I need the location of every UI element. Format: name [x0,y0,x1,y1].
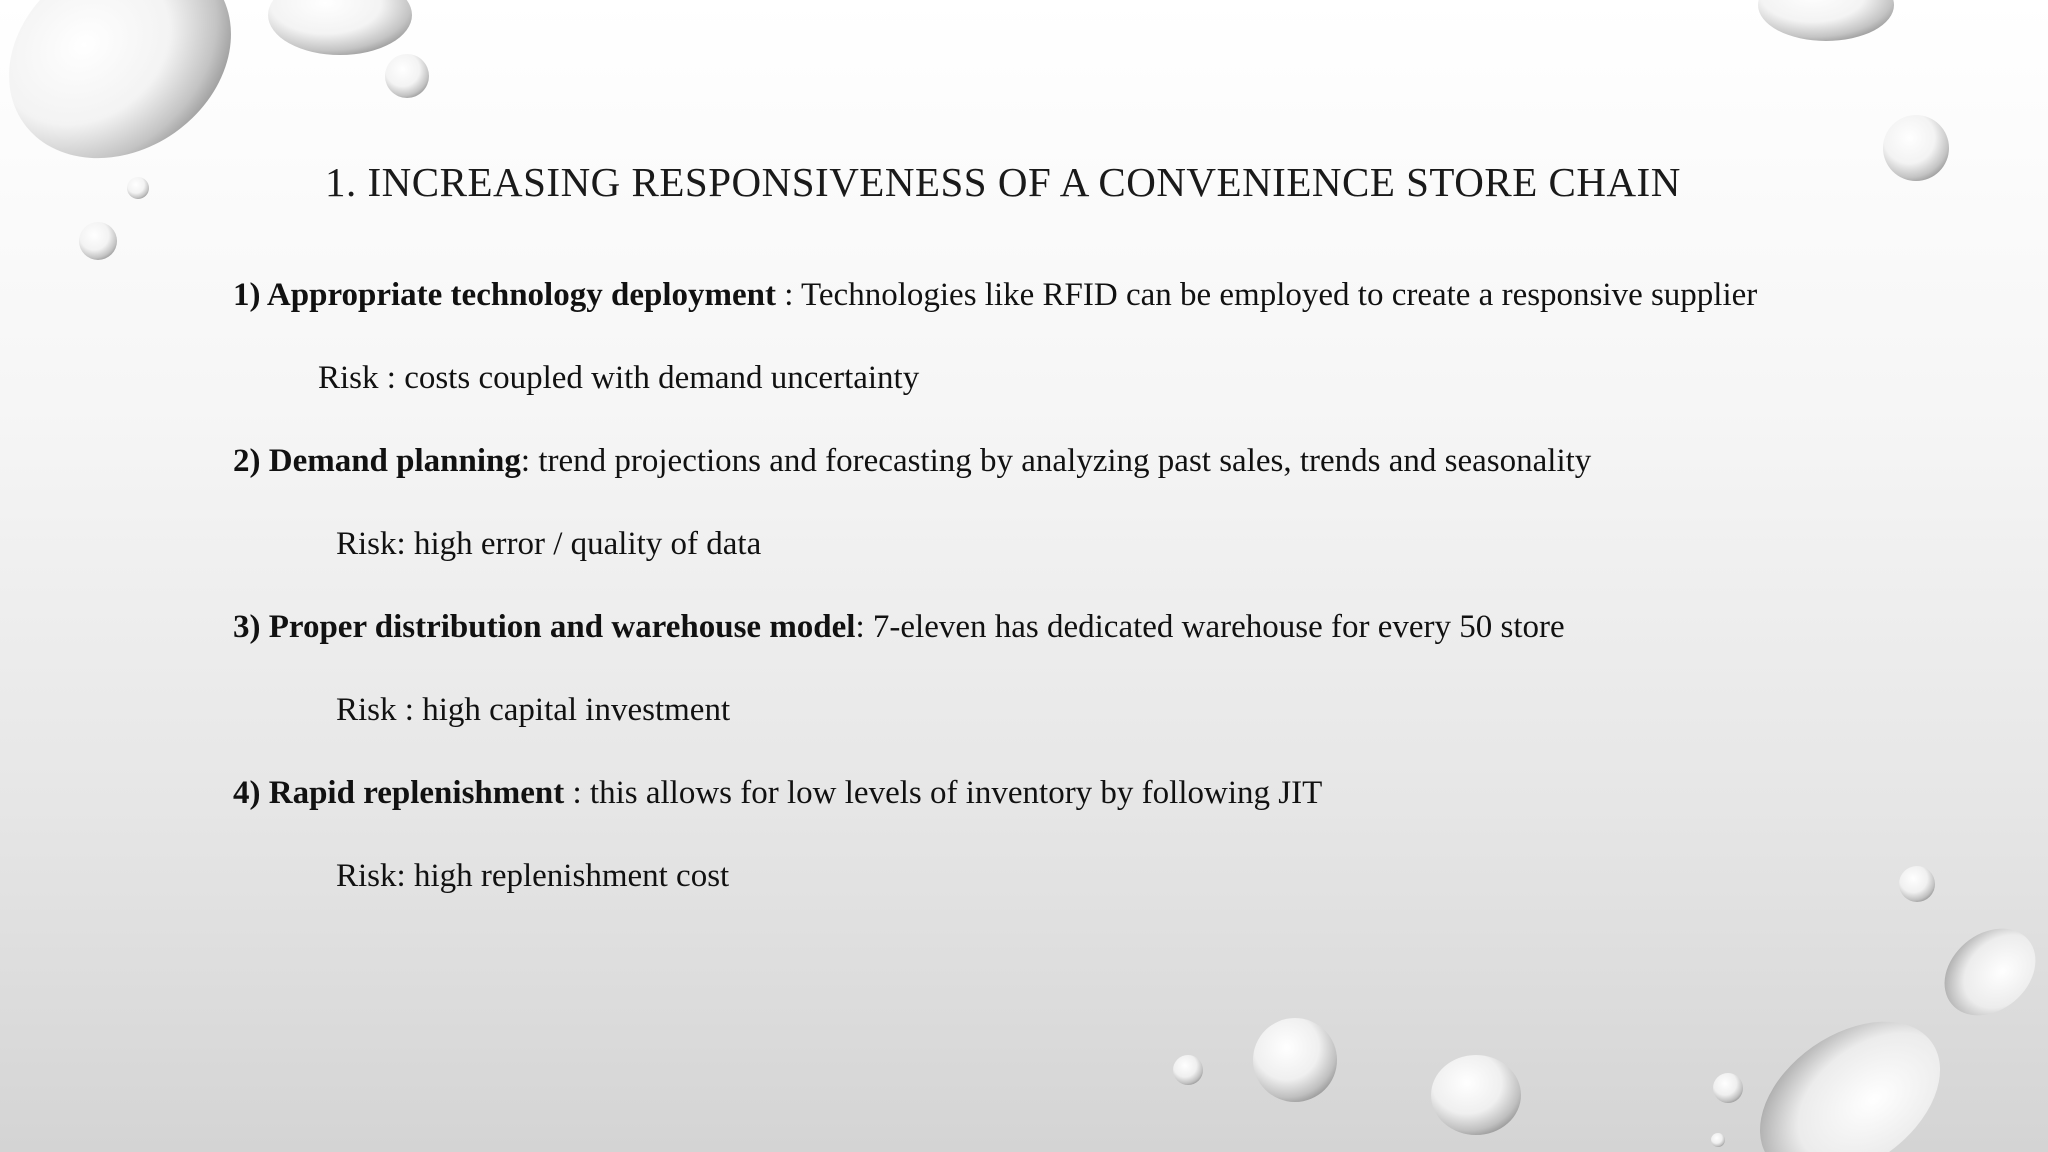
point-heading: 2) Demand planning [233,443,521,479]
droplet [127,177,149,199]
point-risk: Risk: high error / quality of data [336,526,762,562]
point-item [233,436,1913,602]
point-item [233,270,1913,436]
droplet [1731,989,1969,1152]
droplet [268,0,412,55]
point-text: : 7-eleven has dedicated warehouse for every 50 store [855,609,1565,645]
droplet [1927,911,2048,1033]
point-heading: 4) Rapid replenishment [233,775,565,811]
point-risk: Risk: high replenishment cost [336,858,730,894]
droplet [1758,0,1894,41]
points-list [233,270,1913,934]
droplet [79,222,117,260]
droplet [1431,1055,1521,1135]
point-item [233,602,1913,768]
point-text: : this allows for low levels of inventory by following JIT [564,775,1323,811]
droplet [1713,1073,1743,1103]
droplet [1173,1055,1203,1085]
droplet [1253,1018,1337,1102]
point-risk: Risk : costs coupled with demand uncertainty [318,360,920,396]
point-heading: 1) Appropriate technology deployment [233,277,776,313]
droplet [0,0,271,201]
point-risk: Risk : high capital investment [336,692,731,728]
point-item [233,768,1913,934]
droplet [1883,115,1949,181]
droplet [1711,1133,1725,1147]
point-text: : trend projections and forecasting by analyzing past sales, trends and seasonality [520,443,1592,479]
point-heading: 3) Proper distribution and warehouse model [233,609,856,645]
point-text: : Technologies like RFID can be employed to create a responsive supplier [775,277,1758,313]
slide-title: 1. INCREASING RESPONSIVENESS OF A CONVENIENCE STORE CHAIN [325,159,1681,205]
droplet [385,54,429,98]
